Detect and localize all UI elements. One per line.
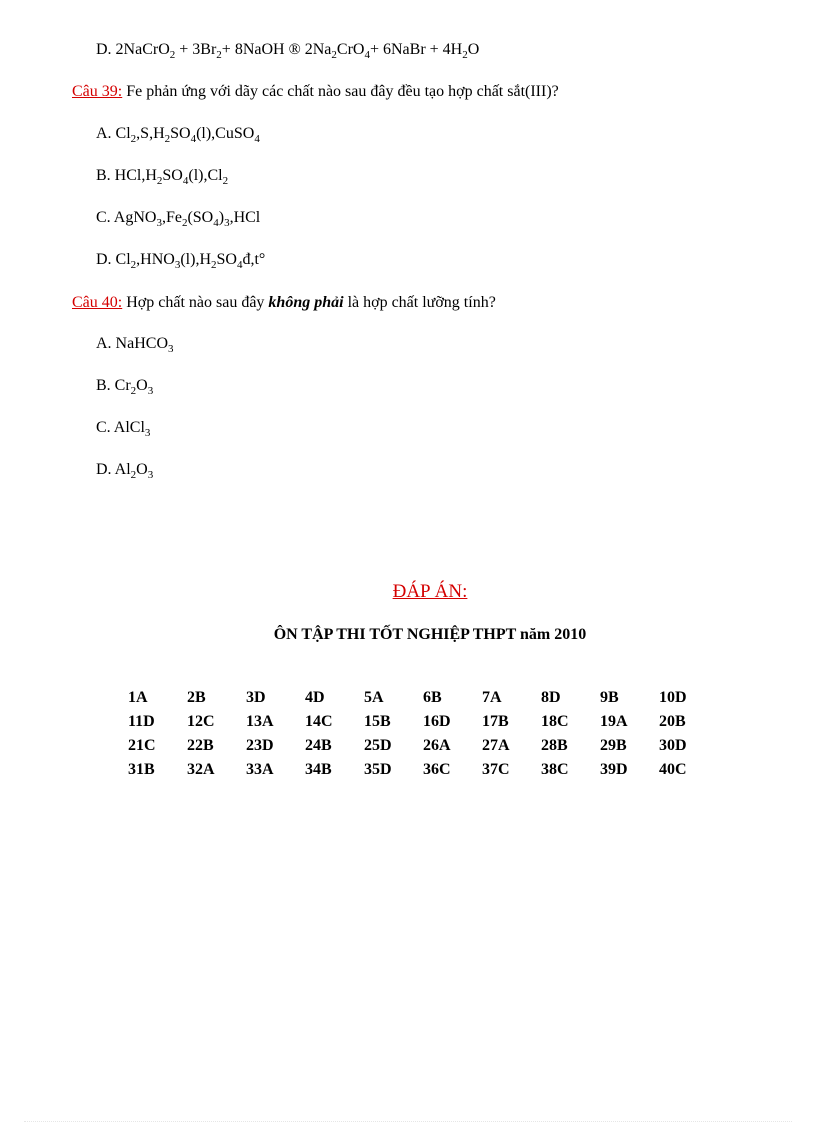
q40-option-b: B. $Cr_2O_3$ xyxy=(96,377,154,397)
answer-cell: 3D xyxy=(246,689,266,706)
answer-cell: 33A xyxy=(246,761,274,778)
answer-cell: 26A xyxy=(423,737,451,754)
answer-cell: 10D xyxy=(659,689,687,706)
answer-key-table xyxy=(128,686,718,782)
answer-cell: 21C xyxy=(128,737,156,754)
answer-key-subtitle: ÔN TẬP THI TỐT NGHIỆP THPT năm 2010 xyxy=(273,626,587,643)
answer-cell: 16D xyxy=(423,713,451,730)
answer-cell: 39D xyxy=(600,761,628,778)
q39-option-b: B. $HCl,H_2SO_4(l),Cl_2$ xyxy=(96,167,229,187)
question-text: Fe phản ứng với dãy các chất nào sau đây đều tạo hợp chất sắt(III)? xyxy=(122,83,559,100)
answer-cell: 24B xyxy=(305,737,332,754)
answer-cell: 18C xyxy=(541,713,569,730)
answer-cell: 11D xyxy=(128,713,155,730)
answer-row xyxy=(128,734,718,758)
q39-option-c: C. $AgNO_3,Fe_2(SO_4)_3,HCl$ xyxy=(96,209,261,229)
answer-cell: 9B xyxy=(600,689,619,706)
answer-cell: 1A xyxy=(128,689,148,706)
answer-cell: 14C xyxy=(305,713,333,730)
answer-cell: 40C xyxy=(659,761,687,778)
answer-cell: 29B xyxy=(600,737,627,754)
answer-cell: 5A xyxy=(364,689,384,706)
emphasis-text: không phải xyxy=(268,294,344,311)
answer-cell: 36C xyxy=(423,761,451,778)
answer-cell: 12C xyxy=(187,713,215,730)
answer-cell: 2B xyxy=(187,689,206,706)
answer-cell: 32A xyxy=(187,761,215,778)
answer-key-title: ĐÁP ÁN: xyxy=(392,581,468,602)
answer-cell: 38C xyxy=(541,761,569,778)
answer-cell: 19A xyxy=(600,713,628,730)
answer-cell: 17B xyxy=(482,713,509,730)
q39-option-a: A. $Cl_2,S,H_2SO_4(l),CuSO_4$ xyxy=(96,125,260,145)
question-number: Câu 40: xyxy=(72,294,123,311)
q39-option-d: D. $Cl_2,HNO_3(l),H_2SO_4đ,t^\circ$ xyxy=(96,251,266,271)
answer-cell: 31B xyxy=(128,761,155,778)
answer-cell: 4D xyxy=(305,689,325,706)
answer-cell: 34B xyxy=(305,761,332,778)
answer-cell: 25D xyxy=(364,737,392,754)
answer-row xyxy=(128,710,718,734)
answer-cell: 35D xyxy=(364,761,392,778)
answer-cell: 23D xyxy=(246,737,274,754)
q40-option-a: A. NaHCO$_3$ xyxy=(96,335,174,355)
answer-cell: 13A xyxy=(246,713,274,730)
q40-option-c: C. AlCl$_3$ xyxy=(96,419,151,439)
question-39 xyxy=(72,82,559,102)
q40-option-d: D. $Al_2O_3$ xyxy=(96,461,154,481)
answer-cell: 7A xyxy=(482,689,502,706)
answer-cell: 6B xyxy=(423,689,442,706)
answer-cell: 22B xyxy=(187,737,214,754)
answer-cell: 20B xyxy=(659,713,686,730)
answer-row xyxy=(128,686,718,710)
answer-cell: 27A xyxy=(482,737,510,754)
question-40: Câu 40: Hợp chất nào sau đây không phải là hợp chất lưỡng tính? xyxy=(72,294,496,311)
answer-cell: 30D xyxy=(659,737,687,754)
answer-cell: 37C xyxy=(482,761,510,778)
page-bottom-divider xyxy=(24,1121,792,1122)
answer-cell: 28B xyxy=(541,737,568,754)
answer-cell: 8D xyxy=(541,689,561,706)
q38-option-d: D. 2NaCrO$_2$ + $3Br_2+$ 8NaOH ® $2Na_2CrO_4+$ 6NaBr + $4H_2O$ xyxy=(96,41,480,61)
answer-row xyxy=(128,758,718,782)
answer-cell: 15B xyxy=(364,713,391,730)
question-number: Câu 39: xyxy=(72,83,123,100)
